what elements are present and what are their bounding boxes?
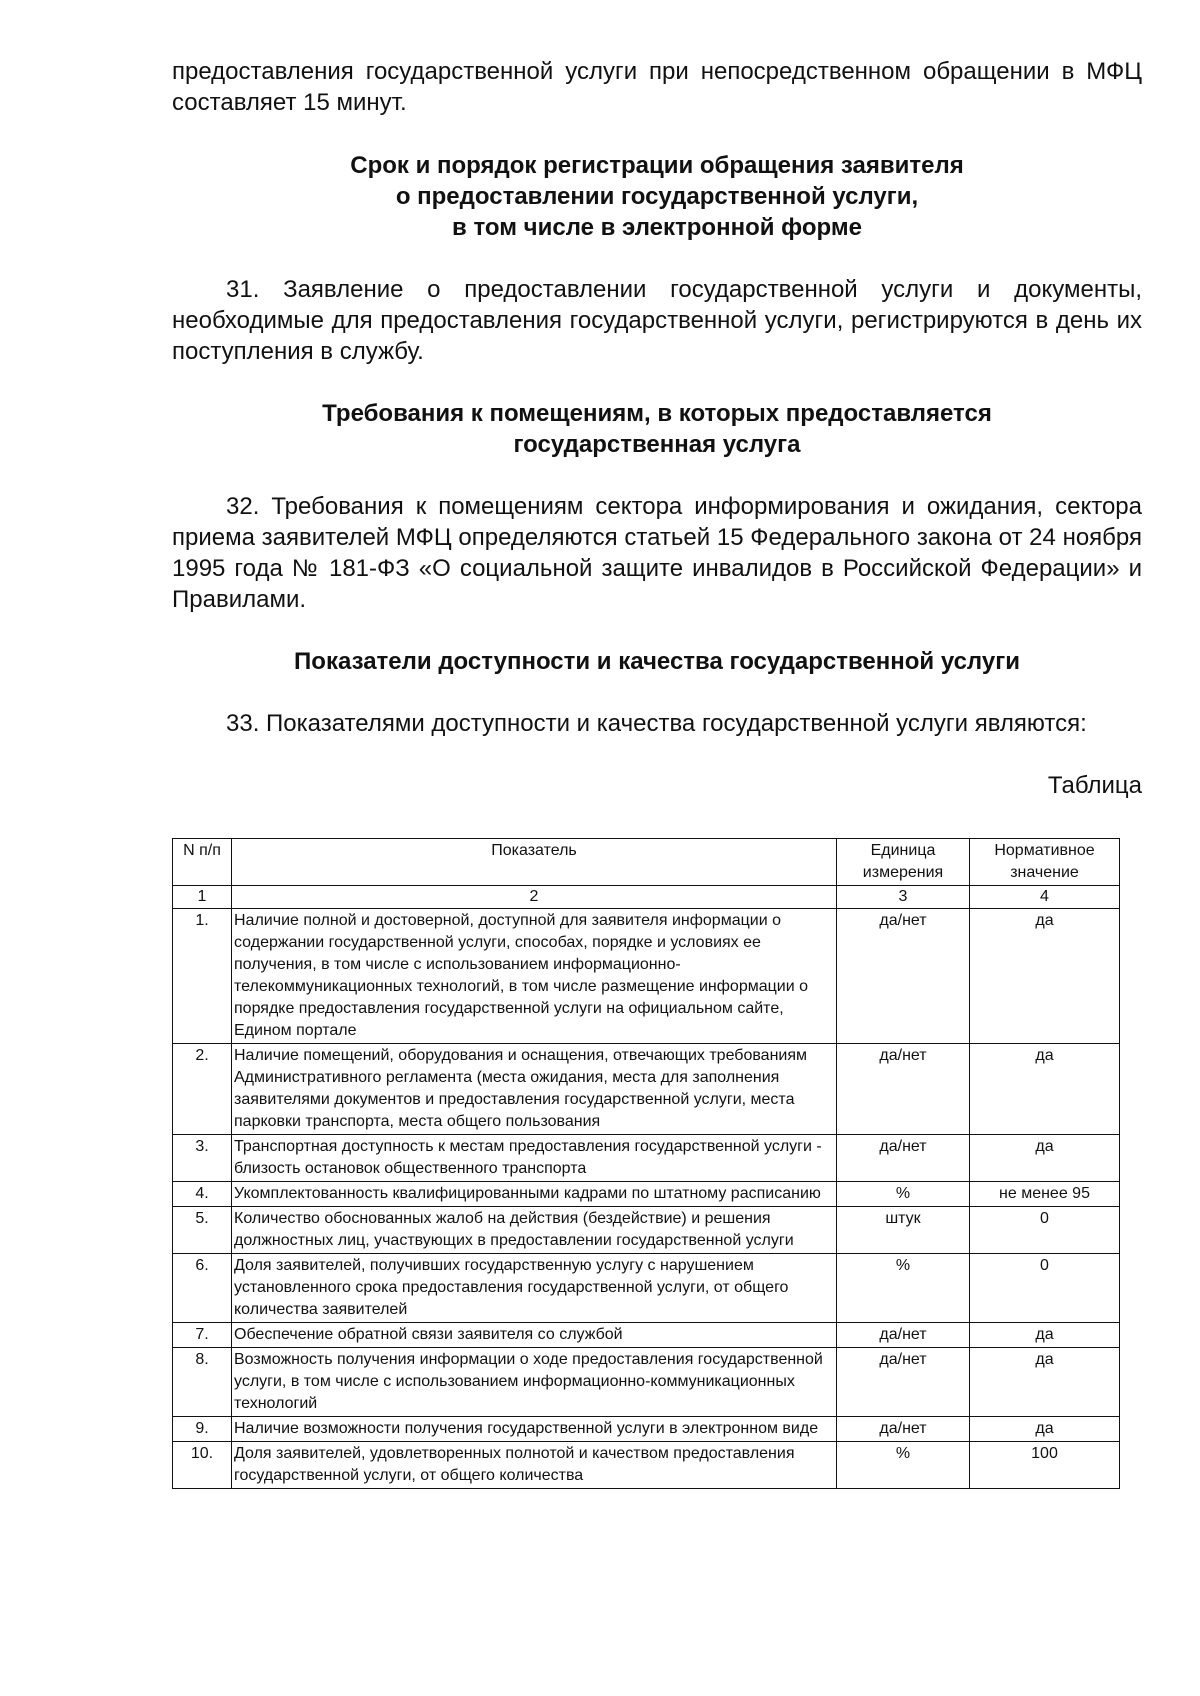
indicator-text: Доля заявителей, получивших государственную услугу с нарушением установленного срока предоставления государственной услуги, от общего количества заявителей (232, 1254, 837, 1323)
value-cell: 0 (970, 1207, 1120, 1254)
table-row (173, 1348, 1120, 1417)
paragraph-31: 31. Заявление о предоставлении государственной услуги и документы, необходимые для предоставления государственной услуги, регистрируются в день их поступления в службу. (172, 276, 1142, 365)
value-cell: да (970, 1417, 1120, 1442)
row-number: 7. (173, 1323, 232, 1348)
table-row (173, 1207, 1120, 1254)
column-number: 1 (173, 886, 232, 909)
table-row (173, 1254, 1120, 1323)
unit-cell: % (837, 1182, 970, 1207)
row-number: 5. (173, 1207, 232, 1254)
header-unit: Единица измерения (837, 839, 970, 886)
unit-cell: % (837, 1442, 970, 1489)
table-row (173, 1442, 1120, 1489)
value-cell: да (970, 909, 1120, 1044)
indicator-text: Количество обоснованных жалоб на действия (бездействие) и решения должностных лиц, участвующих в предоставлении государственной услуги (232, 1207, 837, 1254)
intro-text: предоставления государственной услуги при непосредственном обращении в МФЦ составляет 15 минут. (172, 58, 1142, 116)
unit-cell: % (837, 1254, 970, 1323)
table-row (173, 1182, 1120, 1207)
unit-cell: штук (837, 1207, 970, 1254)
column-number: 4 (970, 886, 1120, 909)
row-number: 1. (173, 909, 232, 1044)
table-row (173, 1044, 1120, 1135)
table-row (173, 1135, 1120, 1182)
row-number: 3. (173, 1135, 232, 1182)
table-row (173, 909, 1120, 1044)
section-heading-premises: Требования к помещениям, в которых предоставляется государственная услуга (322, 400, 992, 458)
value-cell: да (970, 1135, 1120, 1182)
value-cell: да (970, 1323, 1120, 1348)
row-number: 6. (173, 1254, 232, 1323)
value-cell: да (970, 1348, 1120, 1417)
unit-cell: да/нет (837, 1417, 970, 1442)
column-number: 3 (837, 886, 970, 909)
indicator-text: Транспортная доступность к местам предоставления государственной услуги - близость остановок общественного транспорта (232, 1135, 837, 1182)
paragraph-33: 33. Показателями доступности и качества государственной услуги являются: (226, 710, 1087, 737)
value-cell: 0 (970, 1254, 1120, 1323)
indicator-text: Наличие полной и достоверной, доступной для заявителя информации о содержании государственной услуги, способах, порядке и условиях ее получения, в том числе с использованием информационно-телекоммуникационных технологий, в том числе размещение информации о порядке предоставления государственной услуги на официальном сайте, Едином портале (232, 909, 837, 1044)
value-cell: не менее 95 (970, 1182, 1120, 1207)
indicator-text: Наличие возможности получения государственной услуги в электронном виде (232, 1417, 837, 1442)
indicator-text: Доля заявителей, удовлетворенных полнотой и качеством предоставления государственной услуги, от общего количества (232, 1442, 837, 1489)
paragraph-32: 32. Требования к помещениям сектора информирования и ожидания, сектора приема заявителей МФЦ определяются статьей 15 Федерального закона от 24 ноября 1995 года № 181-ФЗ «О социальной защите инвалидов в Российской Федерации» и Правилами. (172, 493, 1142, 613)
indicator-text: Наличие помещений, оборудования и оснащения, отвечающих требованиям Административного регламента (места ожидания, места для заполнения заявителями документов и предоставления государственной услуги, места парковки транспорта, места общего пользования (232, 1044, 837, 1135)
indicator-text: Возможность получения информации о ходе предоставления государственной услуги, в том числе с использованием информационно-коммуникационных технологий (232, 1348, 837, 1417)
row-number: 8. (173, 1348, 232, 1417)
row-number: 9. (173, 1417, 232, 1442)
unit-cell: да/нет (837, 909, 970, 1044)
document-body (172, 56, 1142, 801)
section-heading-indicators: Показатели доступности и качества государственной услуги (294, 648, 1020, 675)
header-number: N п/п (173, 839, 232, 886)
unit-cell: да/нет (837, 1348, 970, 1417)
value-cell: 100 (970, 1442, 1120, 1489)
section-heading-registration: Срок и порядок регистрации обращения заявителя о предоставлении государственной услуги, в том числе в электронной форме (350, 152, 964, 241)
unit-cell: да/нет (837, 1135, 970, 1182)
header-indicator: Показатель (232, 839, 837, 886)
indicator-text: Укомплектованность квалифицированными кадрами по штатному расписанию (232, 1182, 837, 1207)
indicator-text: Обеспечение обратной связи заявителя со службой (232, 1323, 837, 1348)
table-header-row (173, 839, 1120, 886)
unit-cell: да/нет (837, 1044, 970, 1135)
header-value: Нормативное значение (970, 839, 1120, 886)
indicators-table (172, 838, 1120, 1489)
table-row (173, 1417, 1120, 1442)
row-number: 10. (173, 1442, 232, 1489)
row-number: 2. (173, 1044, 232, 1135)
table-row (173, 1323, 1120, 1348)
value-cell: да (970, 1044, 1120, 1135)
row-number: 4. (173, 1182, 232, 1207)
table-caption: Таблица (1047, 772, 1142, 799)
unit-cell: да/нет (837, 1323, 970, 1348)
column-number: 2 (232, 886, 837, 909)
column-number-row (173, 886, 1120, 909)
